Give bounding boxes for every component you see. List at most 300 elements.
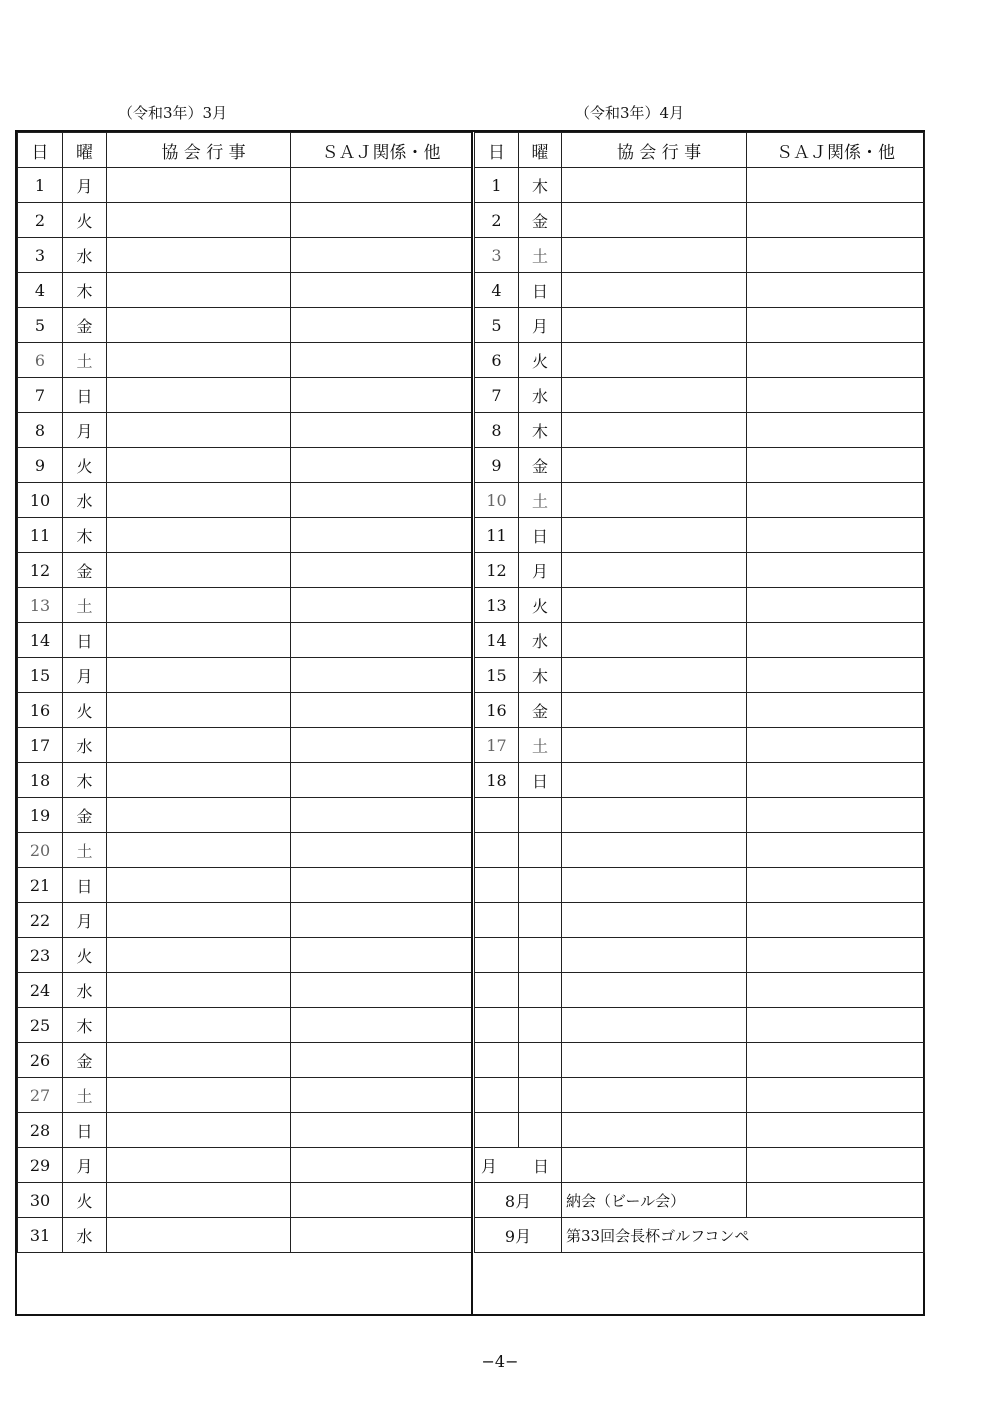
saj-event-cell [291,553,472,588]
weekday: 水 [63,973,107,1008]
day-number: 20 [18,833,63,868]
day-number: 22 [18,903,63,938]
notes-month-day-header [475,1148,562,1183]
association-event-cell [107,273,291,308]
association-event-cell [107,763,291,798]
saj-event-cell [291,728,472,763]
association-event-cell [562,658,747,693]
table-row [18,168,472,203]
saj-event-cell [747,308,925,343]
table-row [475,168,925,203]
saj-event-cell [291,273,472,308]
day-number [475,868,519,903]
table-row [18,658,472,693]
day-number: 8 [18,413,63,448]
association-event-cell [107,728,291,763]
saj-event-cell [747,623,925,658]
notes-day-label: 日 [533,1156,550,1176]
weekday [519,1043,562,1078]
saj-event-cell [291,868,472,903]
day-number: 11 [18,518,63,553]
header-day: 日 [475,133,519,168]
note-event: 納会（ビール会） [562,1183,747,1218]
table-row [475,238,925,273]
association-event-cell [562,798,747,833]
blank-row [475,938,925,973]
saj-event-cell [747,658,925,693]
table-row [18,728,472,763]
note-extra-cell [747,1183,925,1218]
weekday: 火 [63,693,107,728]
weekday: 木 [63,273,107,308]
weekday: 金 [519,693,562,728]
day-number: 15 [18,658,63,693]
day-number: 28 [18,1113,63,1148]
saj-event-cell [291,1183,472,1218]
header-weekday: 曜 [519,133,562,168]
association-event-cell [107,868,291,903]
day-number: 4 [475,273,519,308]
saj-event-cell [747,483,925,518]
weekday: 土 [63,588,107,623]
day-number: 7 [475,378,519,413]
day-number: 10 [18,483,63,518]
table-row [475,693,925,728]
table-row [475,588,925,623]
weekday: 火 [519,343,562,378]
association-event-cell [107,658,291,693]
association-event-cell [562,728,747,763]
header-saj-other: ＳＡＪ関係・他 [747,133,925,168]
day-number: 26 [18,1043,63,1078]
saj-event-cell [291,763,472,798]
saj-event-cell [747,763,925,798]
association-event-cell [562,623,747,658]
header-saj-other: ＳＡＪ関係・他 [291,133,472,168]
association-event-cell [562,238,747,273]
weekday: 日 [519,763,562,798]
saj-event-cell [747,203,925,238]
saj-event-cell [747,973,925,1008]
association-event-cell [562,588,747,623]
weekday: 月 [63,903,107,938]
note-event: 第33回会長杯ゴルフコンペ [562,1218,925,1253]
table-row [475,273,925,308]
saj-event-cell [291,238,472,273]
weekday: 火 [63,938,107,973]
blank-row [475,868,925,903]
day-number: 31 [18,1218,63,1253]
notes-extra-cell [747,1148,925,1183]
table-row [18,588,472,623]
day-number: 17 [475,728,519,763]
association-event-cell [107,308,291,343]
saj-event-cell [291,168,472,203]
weekday: 水 [519,378,562,413]
day-number: 18 [18,763,63,798]
weekday: 日 [519,518,562,553]
weekday: 土 [63,1078,107,1113]
page-number: −4− [481,1352,519,1371]
association-event-cell [107,1148,291,1183]
day-number [475,903,519,938]
weekday: 火 [519,588,562,623]
table-row [475,343,925,378]
association-event-cell [107,588,291,623]
saj-event-cell [291,483,472,518]
saj-event-cell [747,1078,925,1113]
day-number [475,833,519,868]
day-number: 29 [18,1148,63,1183]
saj-event-cell [747,1043,925,1078]
header-association-events: 協 会 行 事 [107,133,291,168]
association-event-cell [562,1008,747,1043]
saj-event-cell [747,798,925,833]
center-divider [471,130,473,1316]
weekday: 木 [63,518,107,553]
table-row [18,833,472,868]
association-event-cell [562,1113,747,1148]
day-number: 10 [475,483,519,518]
saj-event-cell [747,378,925,413]
day-number: 1 [18,168,63,203]
association-event-cell [562,553,747,588]
table-row [18,903,472,938]
table-row [475,763,925,798]
april-calendar-table [474,132,925,1253]
saj-event-cell [291,1078,472,1113]
weekday [519,938,562,973]
table-row [475,448,925,483]
day-number: 8 [475,413,519,448]
table-row [475,378,925,413]
table-row [18,693,472,728]
association-event-cell [107,833,291,868]
association-event-cell [107,1043,291,1078]
day-number [475,1113,519,1148]
weekday: 月 [519,553,562,588]
weekday: 日 [63,1113,107,1148]
association-event-cell [562,203,747,238]
day-number: 27 [18,1078,63,1113]
table-row [18,973,472,1008]
table-row [475,623,925,658]
day-number: 21 [18,868,63,903]
association-event-cell [107,413,291,448]
association-event-cell [107,903,291,938]
blank-row [475,1113,925,1148]
weekday: 土 [63,833,107,868]
saj-event-cell [747,693,925,728]
table-row [18,308,472,343]
saj-event-cell [747,1008,925,1043]
weekday: 木 [519,168,562,203]
association-event-cell [562,938,747,973]
weekday: 月 [63,413,107,448]
weekday [519,1113,562,1148]
table-row [18,623,472,658]
weekday: 金 [519,203,562,238]
table-header-row [18,133,472,168]
day-number: 19 [18,798,63,833]
saj-event-cell [747,448,925,483]
header-weekday: 曜 [63,133,107,168]
day-number: 5 [18,308,63,343]
saj-event-cell [291,938,472,973]
day-number: 6 [475,343,519,378]
association-event-cell [107,1008,291,1043]
weekday: 月 [63,168,107,203]
day-number: 4 [18,273,63,308]
weekday: 土 [63,343,107,378]
day-number: 6 [18,343,63,378]
table-row [18,938,472,973]
day-number [475,1008,519,1043]
day-number: 15 [475,658,519,693]
association-event-cell [562,763,747,798]
table-row [18,518,472,553]
association-event-cell [562,413,747,448]
association-event-cell [562,448,747,483]
table-row [18,203,472,238]
table-row [18,343,472,378]
saj-event-cell [747,518,925,553]
saj-event-cell [291,588,472,623]
association-event-cell [107,693,291,728]
saj-event-cell [747,728,925,763]
blank-row [475,1008,925,1043]
blank-row [475,1078,925,1113]
association-event-cell [107,938,291,973]
weekday: 水 [519,623,562,658]
notes-month-label: 月 [481,1156,498,1176]
table-row [18,553,472,588]
day-number: 2 [475,203,519,238]
day-number: 2 [18,203,63,238]
day-number: 14 [475,623,519,658]
association-event-cell [107,448,291,483]
weekday [519,1078,562,1113]
association-event-cell [107,1078,291,1113]
table-row [475,413,925,448]
weekday: 金 [63,553,107,588]
saj-event-cell [747,588,925,623]
weekday [519,798,562,833]
table-row [18,798,472,833]
day-number: 23 [18,938,63,973]
saj-event-cell [291,308,472,343]
note-row [475,1183,925,1218]
day-number [475,1078,519,1113]
saj-event-cell [291,1008,472,1043]
weekday: 水 [63,1218,107,1253]
saj-event-cell [747,938,925,973]
saj-event-cell [291,693,472,728]
weekday [519,833,562,868]
weekday: 土 [519,728,562,763]
saj-event-cell [291,343,472,378]
table-row [18,868,472,903]
day-number: 5 [475,308,519,343]
day-number: 13 [18,588,63,623]
weekday: 金 [63,1043,107,1078]
table-row [18,238,472,273]
association-event-cell [562,308,747,343]
saj-event-cell [747,168,925,203]
saj-event-cell [291,378,472,413]
day-number [475,938,519,973]
day-number: 3 [18,238,63,273]
note-row [475,1218,925,1253]
association-event-cell [107,1183,291,1218]
association-event-cell [107,973,291,1008]
table-row [475,518,925,553]
weekday: 日 [63,868,107,903]
association-event-cell [107,203,291,238]
day-number: 12 [18,553,63,588]
caption-march: （令和3年）3月 [118,104,228,122]
table-row [475,728,925,763]
day-number [475,798,519,833]
day-number: 1 [475,168,519,203]
table-row [475,203,925,238]
weekday: 月 [63,658,107,693]
saj-event-cell [291,623,472,658]
weekday: 金 [63,308,107,343]
saj-event-cell [291,903,472,938]
association-event-cell [562,168,747,203]
saj-event-cell [291,1218,472,1253]
table-row [18,378,472,413]
association-event-cell [562,868,747,903]
weekday: 木 [519,413,562,448]
weekday: 月 [63,1148,107,1183]
day-number: 13 [475,588,519,623]
weekday: 月 [519,308,562,343]
day-number: 24 [18,973,63,1008]
table-row [18,448,472,483]
saj-event-cell [291,1148,472,1183]
notes-header-row [475,1148,925,1183]
weekday [519,903,562,938]
association-event-cell [107,483,291,518]
association-event-cell [562,1078,747,1113]
association-event-cell [107,343,291,378]
association-event-cell [107,798,291,833]
association-event-cell [562,518,747,553]
day-number: 7 [18,378,63,413]
weekday: 火 [63,1183,107,1218]
weekday: 土 [519,483,562,518]
table-row [18,1183,472,1218]
saj-event-cell [747,413,925,448]
weekday: 土 [519,238,562,273]
table-row [18,1113,472,1148]
association-event-cell [107,1113,291,1148]
saj-event-cell [291,973,472,1008]
saj-event-cell [291,1043,472,1078]
association-event-cell [107,168,291,203]
table-row [18,413,472,448]
saj-event-cell [291,833,472,868]
table-row [475,483,925,518]
weekday: 火 [63,203,107,238]
table-row [18,1078,472,1113]
day-number: 3 [475,238,519,273]
weekday: 水 [63,238,107,273]
saj-event-cell [747,343,925,378]
saj-event-cell [747,238,925,273]
association-event-cell [562,1043,747,1078]
table-row [475,308,925,343]
saj-event-cell [291,203,472,238]
saj-event-cell [291,798,472,833]
saj-event-cell [291,658,472,693]
table-header-row [475,133,925,168]
weekday: 日 [63,623,107,658]
saj-event-cell [747,868,925,903]
saj-event-cell [747,833,925,868]
blank-row [475,833,925,868]
saj-event-cell [747,273,925,308]
table-row [18,763,472,798]
day-number: 16 [475,693,519,728]
header-day: 日 [18,133,63,168]
table-row [18,273,472,308]
header-association-events: 協 会 行 事 [562,133,747,168]
saj-event-cell [291,518,472,553]
day-number: 12 [475,553,519,588]
weekday: 木 [63,763,107,798]
day-number [475,973,519,1008]
association-event-cell [107,553,291,588]
day-number: 30 [18,1183,63,1218]
blank-row [475,903,925,938]
note-month: 8月 [475,1183,562,1218]
weekday: 日 [63,378,107,413]
day-number: 9 [475,448,519,483]
association-event-cell [562,973,747,1008]
association-event-cell [562,483,747,518]
day-number [475,1043,519,1078]
association-event-cell [562,378,747,413]
saj-event-cell [291,413,472,448]
note-month: 9月 [475,1218,562,1253]
association-event-cell [562,903,747,938]
day-number: 11 [475,518,519,553]
day-number: 9 [18,448,63,483]
table-row [18,1008,472,1043]
association-event-cell [107,518,291,553]
blank-row [475,973,925,1008]
table-row [18,1043,472,1078]
association-event-cell [107,378,291,413]
march-calendar-table [17,132,472,1253]
table-row [475,658,925,693]
table-row [475,553,925,588]
weekday: 金 [63,798,107,833]
association-event-cell [562,273,747,308]
table-row [18,1218,472,1253]
blank-row [475,798,925,833]
saj-event-cell [747,903,925,938]
weekday: 火 [63,448,107,483]
saj-event-cell [747,553,925,588]
day-number: 17 [18,728,63,763]
saj-event-cell [747,1113,925,1148]
association-event-cell [562,343,747,378]
day-number: 14 [18,623,63,658]
